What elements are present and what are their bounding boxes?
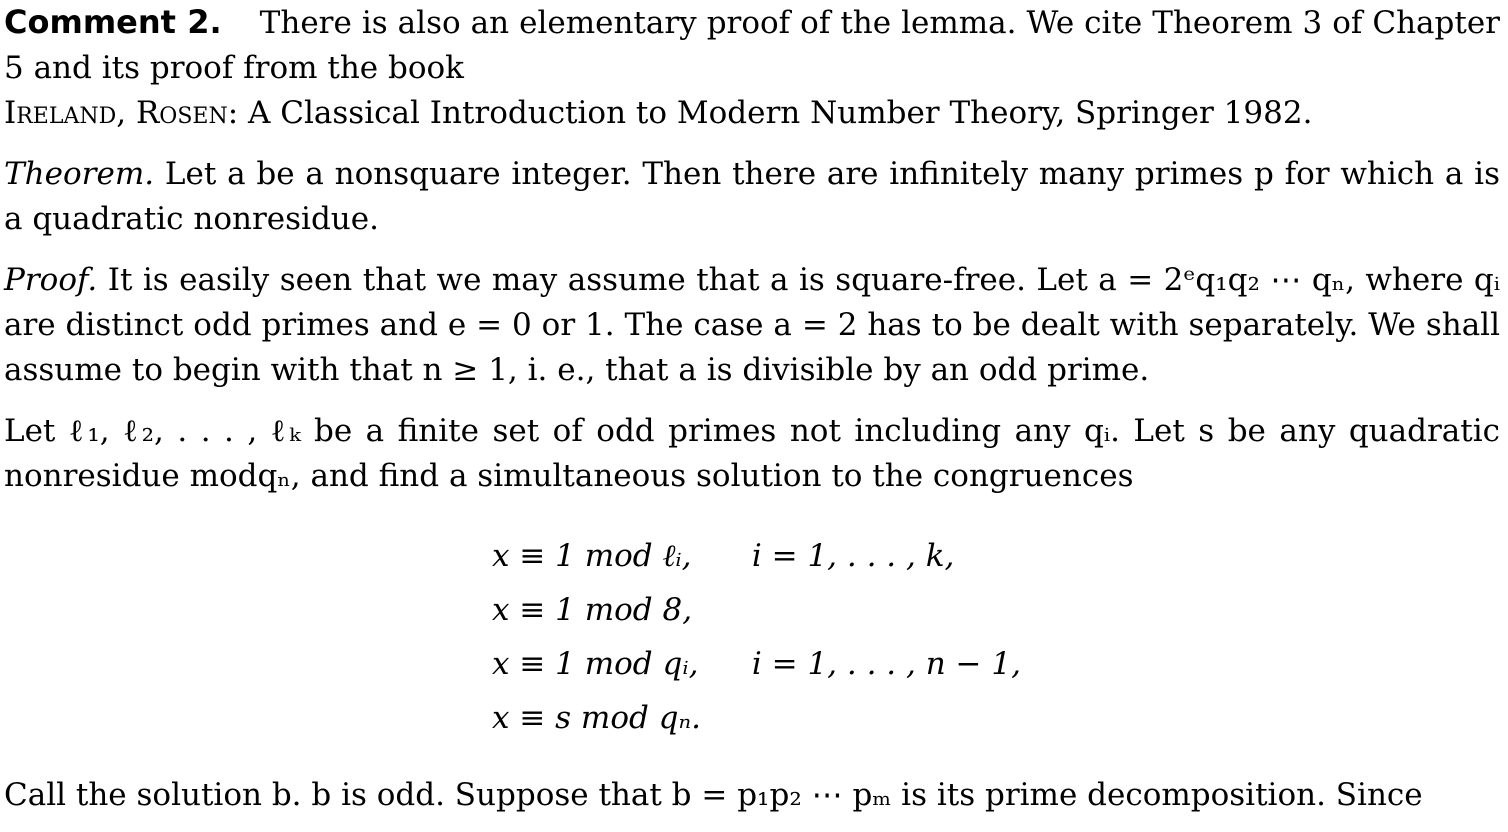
congruence-left: x ≡ 1 mod 8, [492, 592, 693, 628]
congruence-row [492, 529, 1500, 583]
reference-authors: Ireland, Rosen: [4, 95, 239, 131]
proof-label: Proof. [4, 262, 98, 298]
congruence-system [4, 529, 1500, 745]
theorem-label: Theorem. [4, 156, 155, 192]
congruence-left: x ≡ 1 mod ℓᵢ, [492, 538, 692, 574]
theorem-text: Let a be a nonsquare integer. Then there are infinitely many primes p for which a is a quadratic nonresidue. [4, 156, 1501, 237]
comment-paragraph [4, 0, 1500, 91]
proof-text: It is easily seen that we may assume that a is square-free. Let a = 2ᵉq₁q₂ ⋯ qₙ, where qᵢ are distinct odd primes and e = 0 or 1. The case a = 2 has to be dealt with separately. We shall assume to begin with that n ≥ 1, i. e., that a is divisible by an odd prime. [4, 262, 1500, 388]
solution-paragraph [4, 773, 1500, 818]
congruence-left: x ≡ s mod qₙ. [492, 700, 701, 736]
theorem-paragraph [4, 152, 1500, 242]
comment-text: There is also an elementary proof of the lemma. We cite Theorem 3 of Chapter 5 and its proof from the book [4, 5, 1500, 86]
reference-title: A Classical Introduction to Modern Number Theory, Springer 1982. [248, 95, 1313, 131]
congruence-row [492, 637, 1500, 691]
congruence-right: i = 1, . . . , n − 1, [751, 646, 1021, 682]
congruence-row [492, 583, 1500, 637]
comment-label: Comment 2. [4, 3, 222, 41]
congruence-right: i = 1, . . . , k, [751, 538, 955, 574]
reference-line [4, 91, 1500, 136]
congruence-left: x ≡ 1 mod qᵢ, [492, 646, 699, 682]
congruence-row [492, 691, 1500, 745]
proof-paragraph [4, 258, 1500, 393]
primes-text: Let ℓ₁, ℓ₂, . . . , ℓₖ be a finite set of odd primes not including any qᵢ. Let s be any quadratic nonresidue modqₙ, and find a simultaneous solution to the congruences [4, 413, 1500, 494]
document-page [4, 0, 1500, 818]
primes-paragraph [4, 409, 1500, 499]
solution-text: Call the solution b. b is odd. Suppose that b = p₁p₂ ⋯ pₘ is its prime decomposition. Since [4, 777, 1423, 813]
